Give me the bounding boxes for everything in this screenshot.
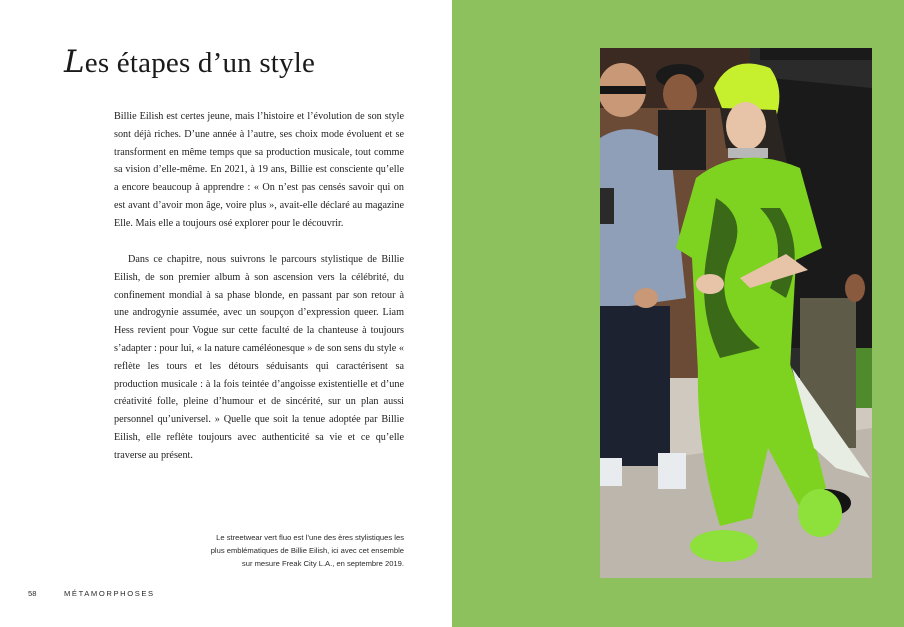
photo-caption (184, 531, 404, 571)
body-paragraph-2 (114, 251, 404, 465)
caption-line: sur mesure Freak City L.A., en septembre 2019. (241, 559, 404, 569)
paragraph-text: Billie Eilish est certes jeune, mais l’histoire et l’évolution de son style sont déjà riches. D’une année à l’autre, ses choix mode évoluent et se transforment en même temps que sa production musicale, tout comme sa vision d’elle-même. En 2021, à 19 ans, Billie est consciente qu’elle a encore beaucoup à apprendre : « On n’est pas censés savoir qui on est avant d’avoir mon âge, voire plus », avait-elle déclaré au magazine Elle. Mais elle a toujours osé explorer pour le découvrir. (114, 111, 404, 229)
caption-line: Le streetwear vert fluo est l’une des ères stylistiques les (216, 533, 404, 542)
photo (600, 48, 872, 578)
title-text: es étapes d’un style (84, 47, 316, 79)
right-page (452, 0, 904, 627)
chapter-title (64, 44, 315, 80)
paragraph-text: Dans ce chapitre, nous suivrons le parcours stylistique de Billie Eilish, de son premier album à son ascension vers la célébrité, du confinement mondial à sa phase blonde, en passant par son retour à une androgynie assumée, avec un soupçon d’expression queer. Liam Hess revient pour Vogue sur cette faculté de la chanteuse à toujours s’adapter : pour lui, « la nature caméléonesque » de son sens du style « reflète les tours et les détours séduisants qui caractérisent sa production musicale : à la fois teintée d’angoisse existentielle et d’une créativité folle, pleine d’humour et de sincérité, sur un plan aussi personnel qu’universel. » Quelle que soit la tenue adoptée par Billie Eilish, elle reflète toujours avec authenticité sa vie et ce qu’elle traverse au présent. (114, 254, 404, 461)
title-initial: L (64, 44, 85, 80)
page-number: 58 (28, 589, 37, 598)
caption-line: plus emblématiques de Billie Eilish, ici avec cet ensemble (210, 546, 404, 556)
body-paragraph-1 (114, 108, 404, 233)
running-footer: MÉTAMORPHOSES (64, 589, 155, 598)
photo-icon (600, 48, 872, 578)
